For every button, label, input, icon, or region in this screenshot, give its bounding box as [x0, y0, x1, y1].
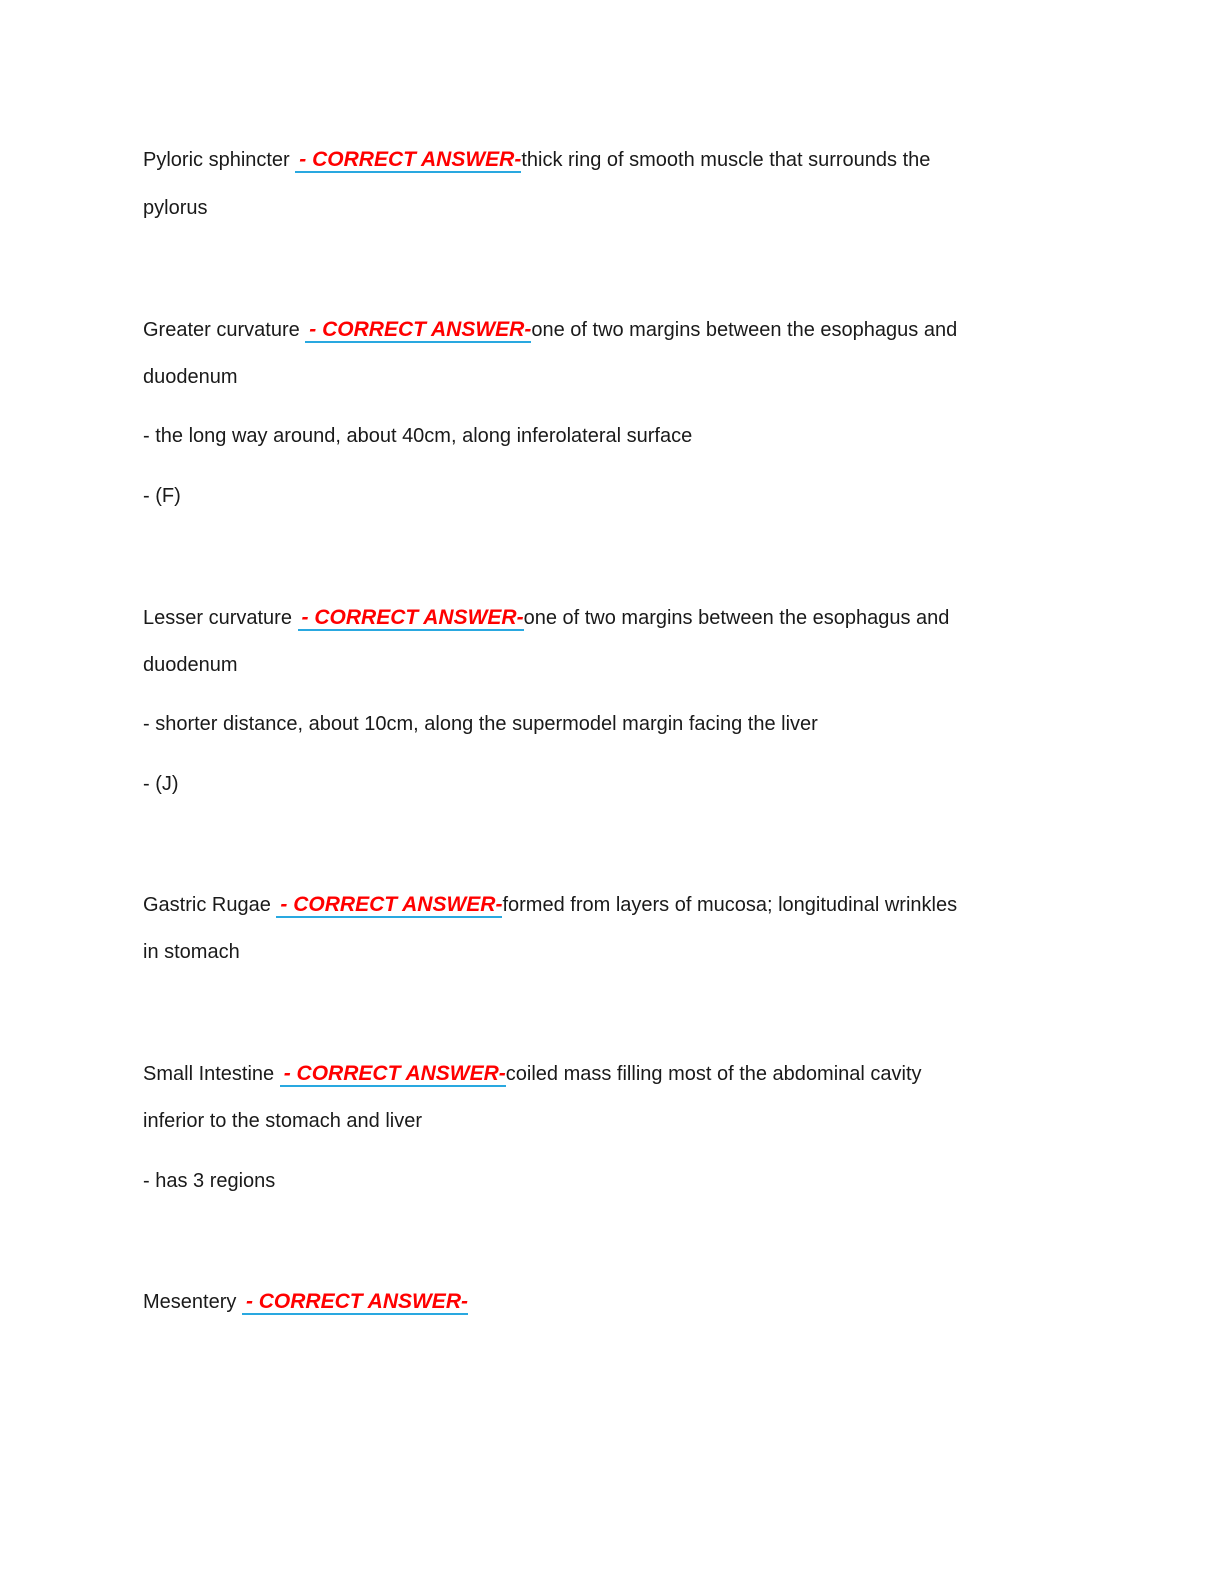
correct-answer-tag: - CORRECT ANSWER- [298, 606, 524, 631]
note-line: - (F) [143, 485, 181, 507]
definition: one of two margins between the esophagus and [531, 319, 958, 341]
note-line: - has 3 regions [143, 1170, 276, 1192]
correct-answer-tag: - CORRECT ANSWER- [280, 1062, 506, 1087]
definition-continuation: duodenum [143, 654, 238, 676]
entry-greater-curvature [143, 318, 957, 342]
definition: coiled mass filling most of the abdominal cavity [505, 1063, 922, 1085]
definition-continuation: duodenum [143, 366, 238, 388]
note-line: - shorter distance, about 10cm, along the supermodel margin facing the liver [143, 713, 818, 735]
definition: formed from layers of mucosa; longitudinal wrinkles [502, 894, 958, 916]
entry-small-intestine [143, 1062, 922, 1086]
term: Greater curvature [143, 319, 300, 341]
note-line: - (J) [143, 773, 179, 795]
correct-answer-tag: - CORRECT ANSWER- [242, 1290, 468, 1315]
term: Small Intestine [143, 1063, 275, 1085]
entry-pyloric-sphincter [143, 148, 930, 172]
term: Mesentery [143, 1291, 237, 1313]
term: Lesser curvature [143, 607, 292, 629]
correct-answer-tag: - CORRECT ANSWER- [276, 893, 502, 918]
term: Pyloric sphincter [143, 149, 290, 171]
entry-lesser-curvature [143, 606, 949, 630]
entry-mesentery [143, 1290, 468, 1314]
entry-gastric-rugae [143, 893, 957, 917]
definition: thick ring of smooth muscle that surrounds the [521, 149, 931, 171]
correct-answer-tag: - CORRECT ANSWER- [295, 148, 521, 173]
definition-continuation: pylorus [143, 197, 208, 219]
definition: one of two margins between the esophagus and [523, 607, 950, 629]
definition-continuation: inferior to the stomach and liver [143, 1110, 423, 1132]
correct-answer-tag: - CORRECT ANSWER- [305, 318, 531, 343]
definition-continuation: in stomach [143, 941, 240, 963]
term: Gastric Rugae [143, 894, 271, 916]
note-line: - the long way around, about 40cm, along inferolateral surface [143, 425, 693, 447]
